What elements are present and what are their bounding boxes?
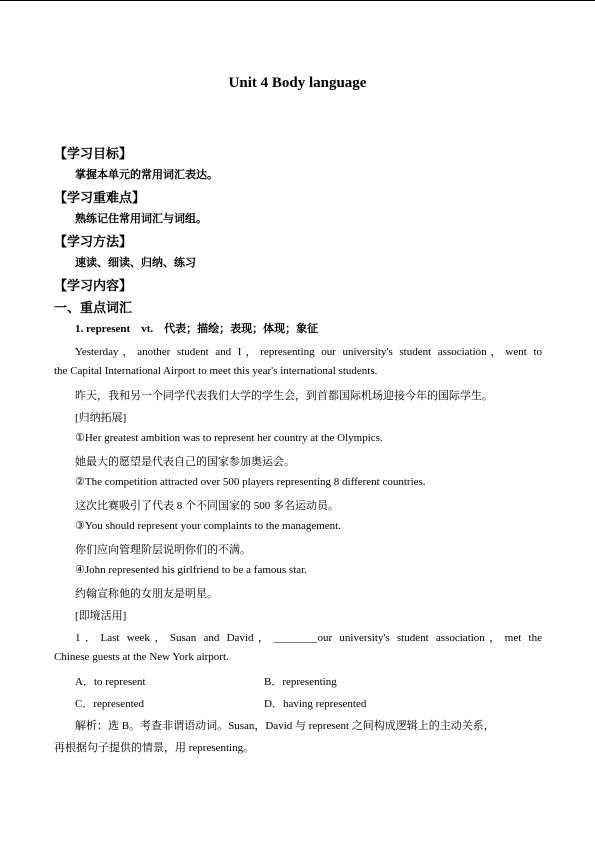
example-1-en: ①Her greatest ambition was to represent her country at the Olympics. <box>75 432 383 444</box>
expand-label: [归纳拓展] <box>75 412 127 424</box>
example-2-en: ②The competition attracted over 500 players representing 8 different countries. <box>75 476 426 488</box>
question-1-line-1: 1．Last week，Susan and David，________our university's student association，met the <box>75 632 542 644</box>
method-text: 速读、细读、归纳、练习 <box>75 256 196 269</box>
example-4-en: ④John represented his girlfriend to be a famous star. <box>75 564 307 576</box>
option-b: B．representing <box>264 676 337 688</box>
key-text: 熟练记住常用词汇与词组。 <box>75 212 207 225</box>
option-a: A．to represent <box>75 676 146 688</box>
example-2-zh: 这次比赛吸引了代表 8 个不同国家的 500 多名运动员。 <box>75 500 339 512</box>
example-en-line-2: the Capital International Airport to meet this year's international students. <box>54 365 378 377</box>
answer-line-1: 解析：选 B。考查非谓语动词。Susan，David 与 represent 之间构成逻辑上的主动关系， <box>75 720 495 732</box>
example-4-zh: 约翰宣称他的女朋友是明星。 <box>75 588 218 600</box>
method-heading: 【学习方法】 <box>54 235 133 250</box>
example-en-line-1: Yesterday，another student and I，representing our university's student association，went to <box>75 346 542 358</box>
top-border-line <box>0 0 595 1</box>
word-entry: 1. represent vt. 代表；描绘；表现；体现；象征 <box>75 323 319 335</box>
practice-label: [即境活用] <box>75 610 127 622</box>
goal-heading: 【学习目标】 <box>54 147 133 162</box>
key-heading: 【学习重难点】 <box>54 191 146 206</box>
option-c: C．represented <box>75 698 145 710</box>
document-title: Unit 4 Body language <box>228 75 367 91</box>
example-3-zh: 你们应向管理阶层说明你们的不满。 <box>75 544 251 556</box>
goal-text: 掌握本单元的常用词汇表达。 <box>75 168 218 181</box>
example-1-zh: 她最大的愿望是代表自己的国家参加奥运会。 <box>75 456 295 468</box>
option-d: D．having represented <box>264 698 367 710</box>
example-3-en: ③You should represent your complaints to the management. <box>75 520 341 532</box>
answer-line-2: 再根据句子提供的情景，用 representing。 <box>54 742 255 754</box>
example-zh: 昨天，我和另一个同学代表我们大学的学生会，到首都国际机场迎接今年的国际学生。 <box>75 390 493 402</box>
question-1-line-2: Chinese guests at the New York airport. <box>54 651 229 663</box>
content-heading: 【学习内容】 <box>54 279 133 294</box>
section-heading: 一、重点词汇 <box>54 301 133 316</box>
